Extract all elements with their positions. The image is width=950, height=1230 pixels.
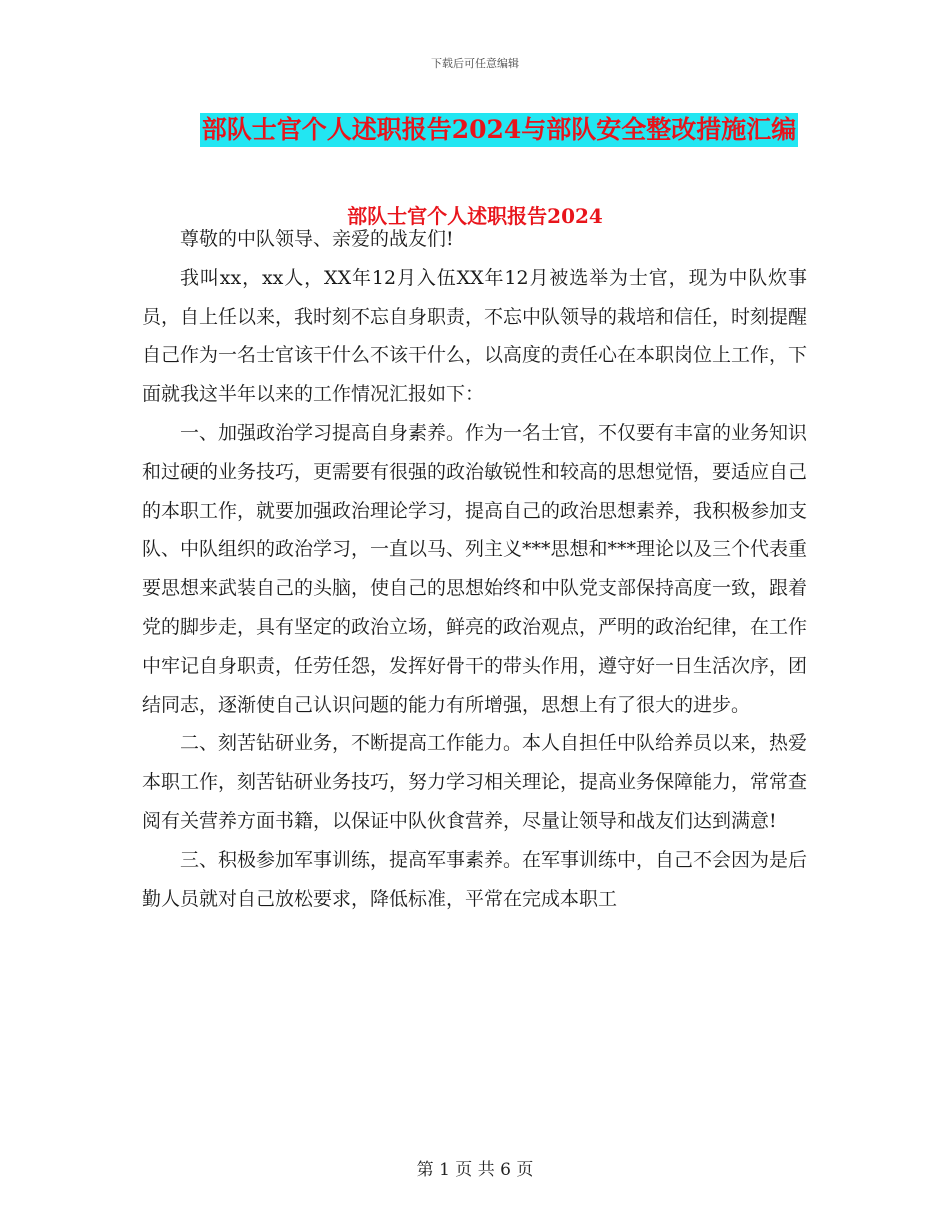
paragraph-section-1: 一、加强政治学习提高自身素养。作为一名士官，不仅要有丰富的业务知识和过硬的业务技巧，更需要有很强的政治敏锐性和较高的思想觉悟，要适应自己的本职工作，就要加强政治理论学习，提高自己的政治思想素养，我积极参加支队、中队组织的政治学习，一直以马、列主义***思想和***理论以及三个代表重要思想来武装自己的头脑，使自己的思想始终和中队党支部保持高度一致，跟着党的脚步走，具有坚定的政治立场，鲜亮的政治观点，严明的政治纪律，在工作中牢记自身职责，任劳任怨，发挥好骨干的带头作用，遵守好一日生活次序，团结同志，逐渐使自己认识问题的能力有所增强，思想上有了很大的进步。	[142, 421, 808, 716]
page-footer-indicator: 第 1 页 共 6 页	[416, 1160, 534, 1180]
paragraph-section-3: 三、积极参加军事训练，提高军事素养。在军事训练中，自己不会因为是后勤人员就对自己放松要求，降低标准，平常在完成本职工	[142, 848, 808, 910]
sub-title: 部队士官个人述职报告2024	[347, 204, 603, 228]
paragraph-section-2: 二、刻苦钻研业务，不断提高工作能力。本人自担任中队给养员以来，热爱本职工作，刻苦钻研业务技巧，努力学习相关理论，提高业务保障能力，常常查阅有关营养方面书籍，以保证中队伙食营养，尽量让领导和战友们达到满意!	[142, 732, 808, 832]
main-title-container	[0, 113, 950, 147]
paragraph-greeting: 尊敬的中队领导、亲爱的战友们!	[180, 228, 454, 250]
page-header-note: 下载后可任意编辑	[431, 57, 519, 70]
paragraph-intro: 我叫xx，xx人，XX年12月入伍XX年12月被选举为士官，现为中队炊事员，自上任以来，我时刻不忘自身职责，不忘中队领导的栽培和信任，时刻提醒自己作为一名士官该干什么不该干什么，以高度的责任心在本职岗位上工作，下面就我这半年以来的工作情况汇报如下：	[142, 266, 808, 406]
document-body	[142, 220, 807, 918]
main-title: 部队士官个人述职报告2024与部队安全整改措施汇编	[200, 113, 799, 147]
